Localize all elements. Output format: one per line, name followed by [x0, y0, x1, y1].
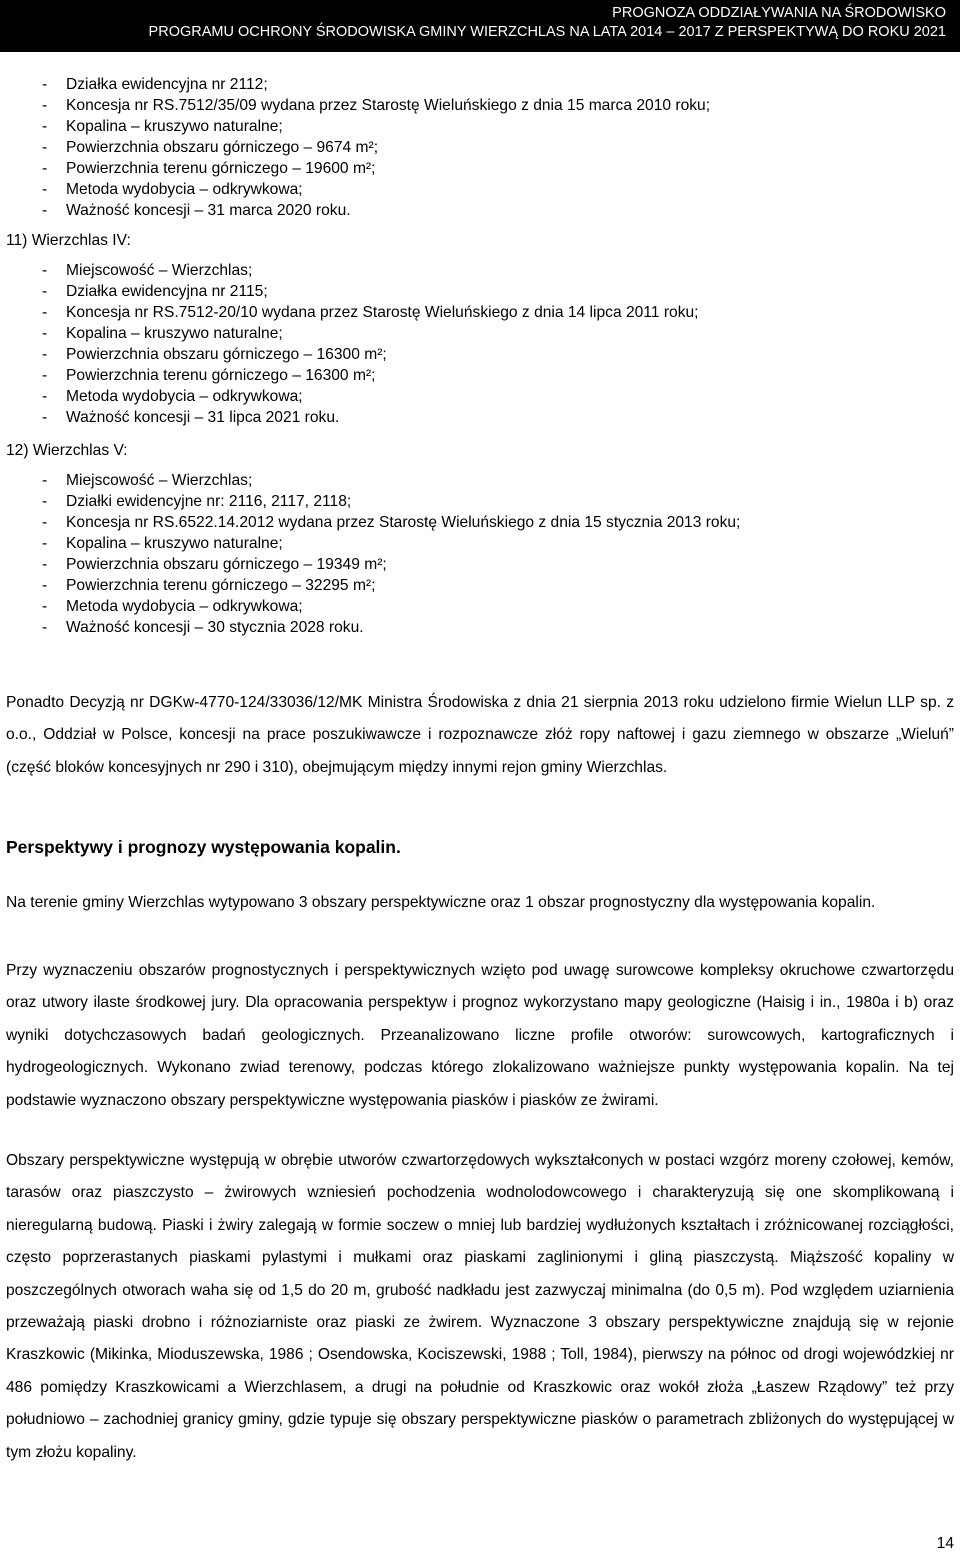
- paragraph-perspective-areas: Obszary perspektywiczne występują w obrębie utworów czwartorzędowych wykształconych w postaci wzgórz moreny czołowej, kemów, tarasów oraz piaszczysto – żwirowych wzniesień pochodzenia wodnolodowcowego i charakteryzują się one skomplikowaną i nieregularną budową. Piaski i żwiry zalegają w formie soczew o mniej lub bardziej wydłużonych kształtach i zróżnicowanej rozciągłości, często poprzerastanych piaskami pylastymi i mułkami oraz piaskami zaglinionymi i gliną piaszczystą. Miąższość kopaliny w poszczególnych otworach waha się od 1,5 do 20 m, grubość nadkładu jest zazwyczaj minimalna (do 0,5 m). Pod względem uziarnienia przeważają piaski drobno i różnoziarniste oraz piaski ze żwirem. Wyznaczone 3 obszary perspektywiczne znajdują się w rejonie Kraszkowic (Mikinka, Mioduszewska, 1986 ; Osendowska, Kociszewski, 1988 ; Toll, 1984), pierwszy na północ od drogi wojewódzkiej nr 486 pomiędzy Kraszkowicami a Wierzchlasem, a drugi na południe od Kraszkowic oraz wokół złoża „Łaszew Rządowy” też przy południowo – zachodniej granicy gminy, gdzie typuje się obszary perspektywiczne piasków o parametrach zbliżonych do występującej w tym złożu kopaliny.: [6, 1152, 954, 1461]
- list-item: - Ważność koncesji – 31 lipca 2021 roku.: [42, 409, 340, 426]
- list-item: - Powierzchnia obszaru górniczego – 16300 m²;: [42, 346, 387, 363]
- list-item: - Koncesja nr RS.6522.14.2012 wydana przez Starostę Wieluńskiego z dnia 15 stycznia 2013 roku;: [42, 514, 741, 531]
- paragraph-intro: Na terenie gminy Wierzchlas wytypowano 3 obszary perspektywiczne oraz 1 obszar prognostyczny dla występowania kopalin.: [6, 894, 876, 911]
- list-item: - Powierzchnia obszaru górniczego – 9674 m²;: [42, 139, 379, 156]
- list-item: - Powierzchnia terenu górniczego – 19600 m²;: [42, 160, 376, 177]
- concession-list-wierzchlas-iv: [42, 260, 699, 428]
- list-item: - Metoda wydobycia – odkrywkowa;: [42, 181, 303, 198]
- list-item: - Metoda wydobycia – odkrywkowa;: [42, 388, 303, 405]
- header-title-line2: PROGRAMU OCHRONY ŚRODOWISKA GMINY WIERZCHLAS NA LATA 2014 – 2017 Z PERSPEKTYWĄ DO ROKU 2021: [148, 24, 946, 40]
- paragraph-methodology: Przy wyznaczeniu obszarów prognostycznych i perspektywicznych wzięto pod uwagę surowcowe kompleksy okruchowe czwartorzędu oraz utwory ilaste środkowej jury. Dla opracowania perspektyw i prognoz wykorzystano mapy geologiczne (Haisig i in., 1980a i b) oraz wyniki dotychczasowych badań geologicznych. Przeanalizowano liczne profile otworów: surowcowych, kartograficznych i hydrogeologicznych. Wykonano zwiad terenowy, podczas którego zlokalizowano ważniejsze punkty występowania kopalin. Na tej podstawie wyznaczono obszary perspektywiczne występowania piasków i piasków ze żwirami.: [6, 962, 954, 1109]
- list-item: - Metoda wydobycia – odkrywkowa;: [42, 598, 303, 615]
- list-item: - Koncesja nr RS.7512-20/10 wydana przez Starostę Wieluńskiego z dnia 14 lipca 2011 roku;: [42, 304, 699, 321]
- list-item: - Ważność koncesji – 31 marca 2020 roku.: [42, 202, 351, 219]
- list-item: - Działki ewidencyjne nr: 2116, 2117, 2118;: [42, 493, 352, 510]
- list-item: - Powierzchnia obszaru górniczego – 19349 m²;: [42, 556, 387, 573]
- list-item: - Miejscowość – Wierzchlas;: [42, 262, 253, 279]
- list-item: - Kopalina – kruszywo naturalne;: [42, 535, 283, 552]
- section-heading-wierzchlas-v: 12) Wierzchlas V:: [6, 442, 128, 459]
- list-item: - Koncesja nr RS.7512/35/09 wydana przez Starostę Wieluńskiego z dnia 15 marca 2010 roku;: [42, 97, 711, 114]
- section-heading-wierzchlas-iv: 11) Wierzchlas IV:: [6, 232, 131, 249]
- list-item: - Działka ewidencyjna nr 2115;: [42, 283, 268, 300]
- list-item: - Kopalina – kruszywo naturalne;: [42, 325, 283, 342]
- section-subheading: Perspektywy i prognozy występowania kopalin.: [6, 837, 401, 857]
- page-number: 14: [936, 1535, 954, 1552]
- header-title-line1: PROGNOZA ODDZIAŁYWANIA NA ŚRODOWISKO: [612, 5, 946, 21]
- document-header: [0, 0, 960, 52]
- concession-list-wierzchlas-v: [42, 470, 740, 638]
- list-item: - Ważność koncesji – 30 stycznia 2028 roku.: [42, 619, 364, 636]
- list-item: - Kopalina – kruszywo naturalne;: [42, 118, 283, 135]
- paragraph-ministry-decision: Ponadto Decyzją nr DGKw-4770-124/33036/12/MK Ministra Środowiska z dnia 21 sierpnia 2013 roku udzielono firmie Wielun LLP sp. z o.o., Oddział w Polsce, koncesji na prace poszukiwawcze i rozpoznawcze złóż ropy naftowej i gazu ziemnego w obszarze „Wieluń” (część bloków koncesyjnych nr 290 i 310), obejmującym między innymi rejon gminy Wierzchlas.: [6, 694, 954, 776]
- list-item: - Działka ewidencyjna nr 2112;: [42, 76, 268, 93]
- list-item: - Powierzchnia terenu górniczego – 16300 m²;: [42, 367, 376, 384]
- list-item: - Powierzchnia terenu górniczego – 32295 m²;: [42, 577, 376, 594]
- concession-list-wierzchlas-iii: [42, 74, 710, 221]
- list-item: - Miejscowość – Wierzchlas;: [42, 472, 253, 489]
